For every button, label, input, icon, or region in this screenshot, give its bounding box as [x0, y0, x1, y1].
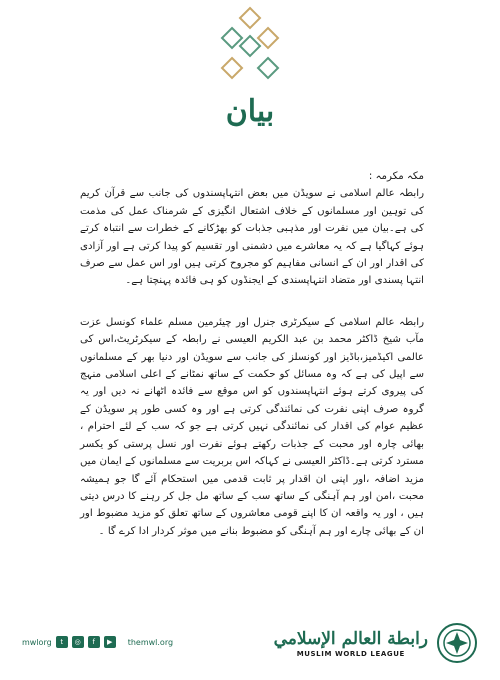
facebook-icon[interactable]: f [88, 636, 100, 648]
organization-logo [274, 622, 478, 664]
website-link[interactable]: themwl.org [127, 637, 174, 647]
social-footer [22, 636, 173, 648]
mwl-emblem-icon [436, 622, 478, 664]
geometric-ornament-icon [214, 6, 286, 84]
statement-title: بیان [225, 94, 275, 129]
youtube-icon[interactable]: ▶ [104, 636, 116, 648]
twitter-icon[interactable]: t [56, 636, 68, 648]
logo-english-name: MUSLIM WORLD LEAGUE [296, 650, 405, 658]
statement-body [80, 168, 424, 564]
paragraph: رابطہ عالم اسلامی نے سویڈن میں بعض انتہاپسندوں کی جانب سے قرآن کریم کی توہین اور مسلمانوں کے خلاف اشتعال انگیزی کے شرمناک عمل کی مذمت کی ہے۔بیان میں نفرت اور مذہبی جذبات کو بھڑکانے کے خطرات سے انتباہ کرتے ہوئے کہاگیا ہے کہ یہ معاشرے میں دشمنی اور تقسیم کو پیدا کرتی ہے اور آزادی کی اقدار اور ان کے انسانی مفاہیم کو مجروح کرتی ہیں اور اس عمل سے صرف انتہا پسندی اور متضاد انتہاپسندی کے ایجنڈوں کو ہی فائدہ پہنچتا ہے۔ [80, 188, 424, 287]
dateline: مکہ مکرمہ : [368, 171, 424, 182]
instagram-icon[interactable]: ◎ [72, 636, 84, 648]
paragraph: رابطہ عالم اسلامی کے سیکرٹری جنرل اور چیئرمین مسلم علماء کونسل عزت مآب شیخ ڈاکٹر محمد بن عبد الکریم العیسی نے رابطہ کے سیکرٹریٹ،اس کی عالمی اکیڈمیز،باڈیز اور کونسلز کی جانب سے سویڈن اور دنیا بھر کے مسلمانوں سے اپیل کی ہے کہ وہ مسائل کو حکمت کے ساتھ نمٹانے کے اعلی اسلامی منہج کی پیروی کرتے ہوئے انتہاپسندوں کو اس موقع سے فائدہ اٹھانے نہ دیں اور یہ گروہ صرف اپنی نفرت کی نمائندگی کرتی ہے اور وہ کسی طور پر سویڈن کے عظیم عوام کی اقدار کی نمائندگی نہیں کرتی ہے جو کہ سب کے لئے احترام ، بھائی چارہ اور محبت کے جذبات رکھتے ہوئے نفرت اور نسل پرستی کو یکسر مسترد کرتی ہے۔ڈاکٹر العیسی نے کہاکہ اس بربریت سے مسلمانوں کے ایمان میں مزید اضافہ ،اور اپنی ان اقدار پر ثابت قدمی میں استحکام آئے گا جو ہمیشہ محبت ،امن اور ہم آہنگی کے ساتھ سب کے ساتھ مل جل کر رہنے کا درس دیتی ہیں ، اور یہ واقعہ ان کا اپنے قومی معاشروں کے ساتھ تعلق کو مزید مضبوط اور ان کے بھائی چارے اور ہم آہنگی کو مضبوط بنانے میں موثر کردار ادا کرے گا ۔ [80, 316, 424, 537]
logo-arabic-name: رابطة العالم الإسلامي [273, 629, 428, 649]
social-handle: mwlorg [22, 637, 52, 647]
